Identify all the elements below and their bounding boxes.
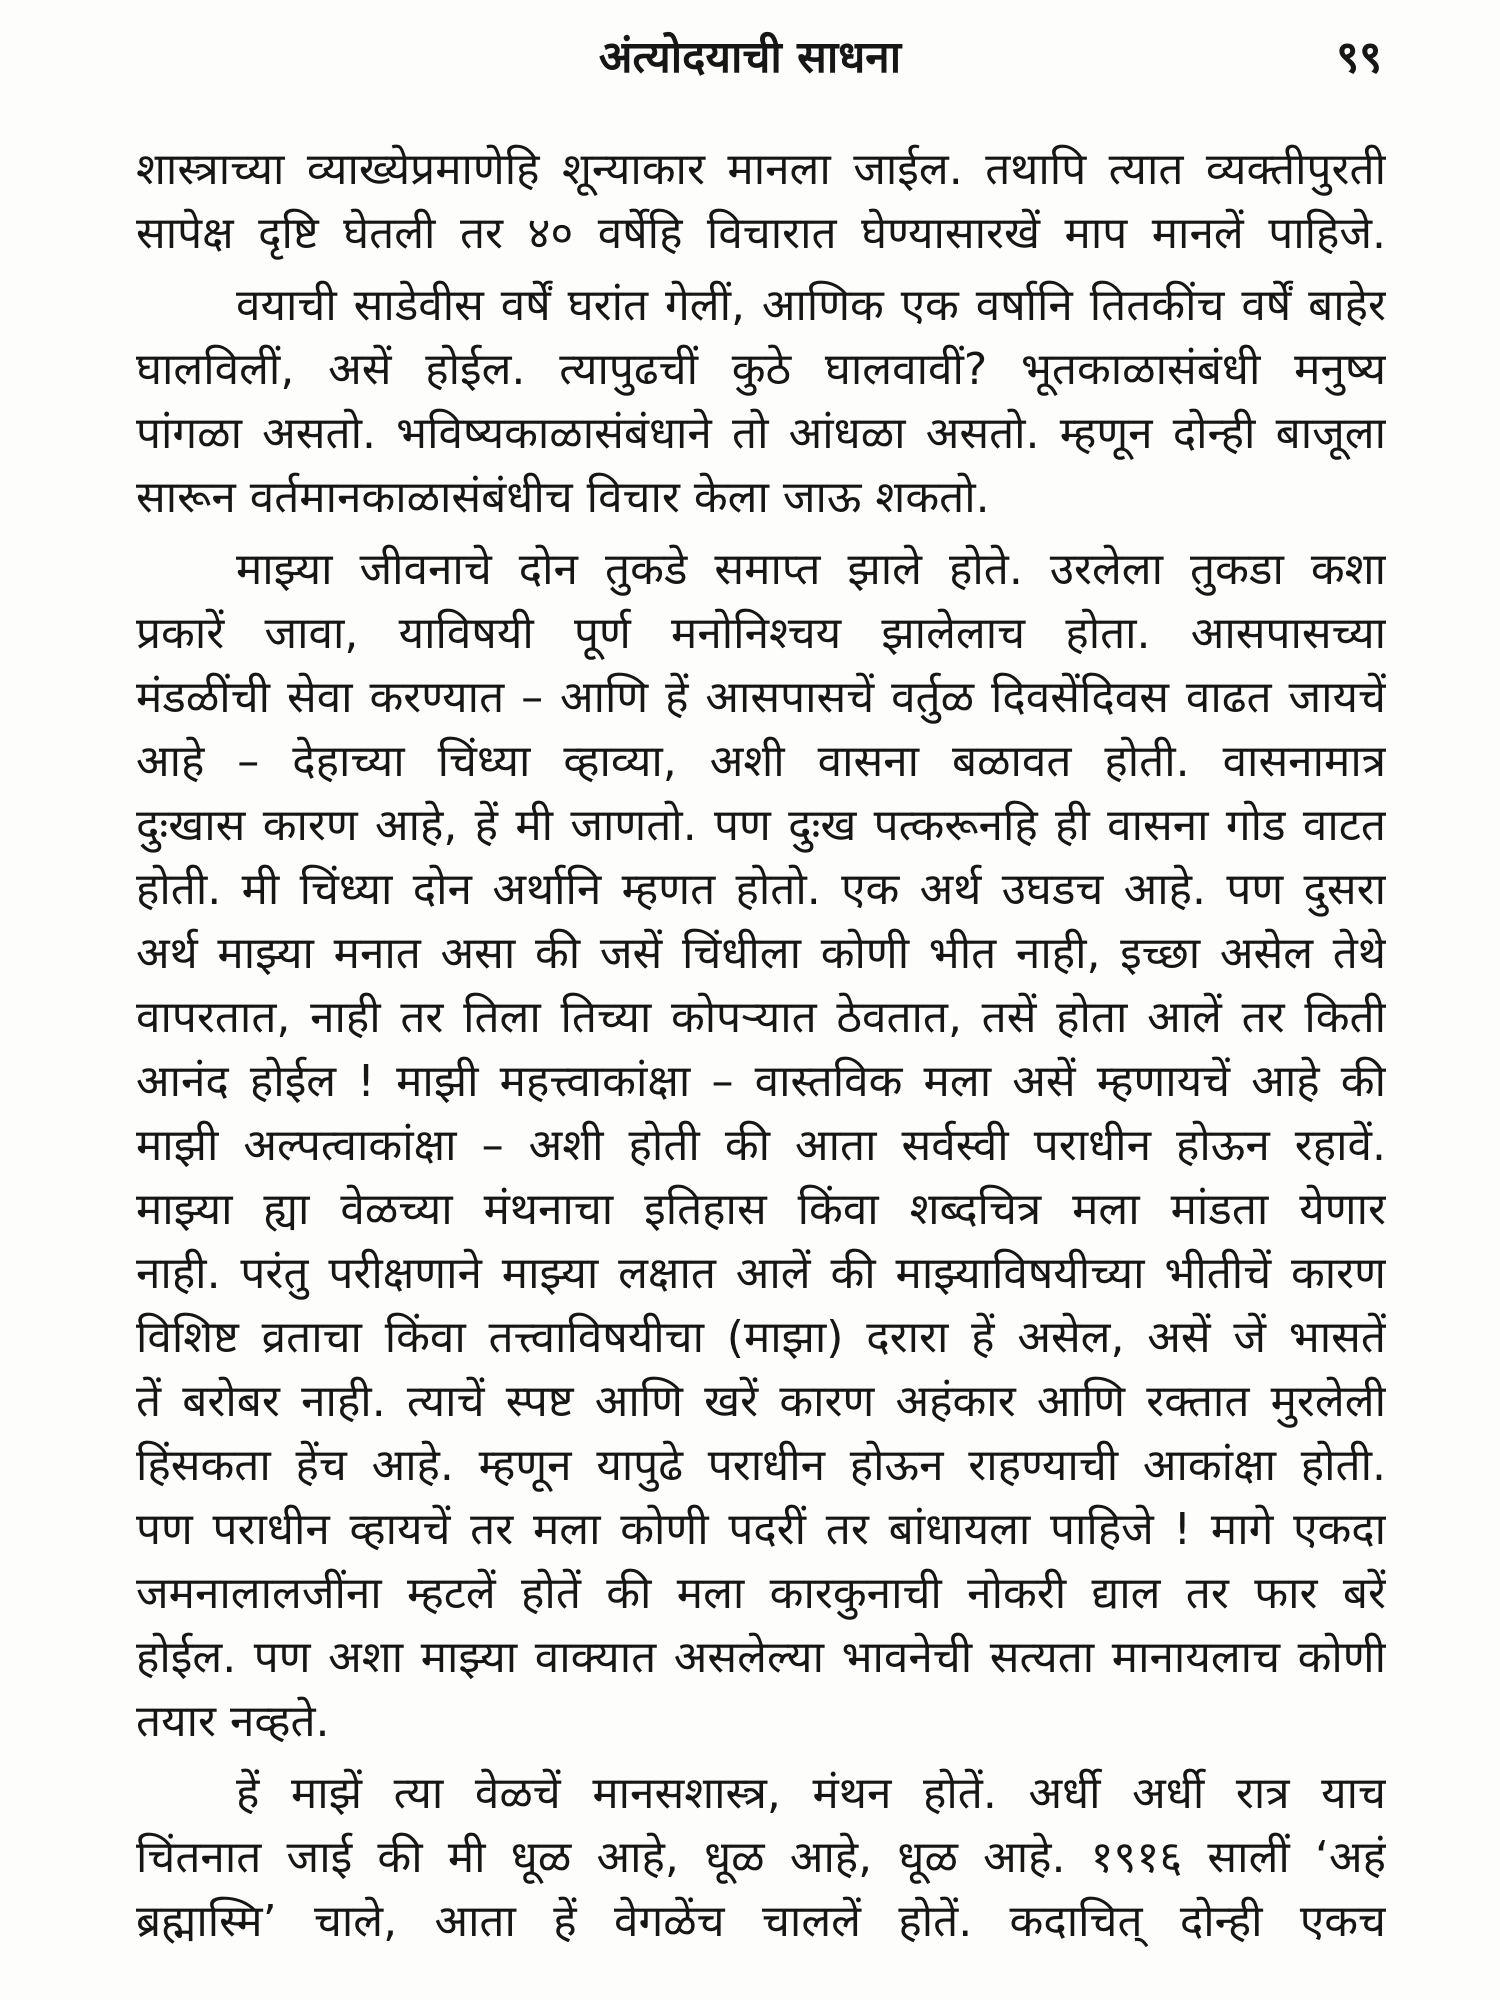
text-line: दुःखास कारण आहे, हें मी जाणतो. पण दुःख पत्करूनहि ही वासना गोड वाटत (136, 800, 1386, 851)
text-line: माझ्या जीवनाचे दोन तुकडे समाप्त झाले होते. उरलेला तुकडा कशा (236, 544, 1386, 595)
text-line: आनंद होईल ! माझी महत्त्वाकांक्षा – वास्तविक मला असें म्हणायचें आहे की (136, 1056, 1386, 1107)
paragraph (136, 138, 1386, 266)
text-line: अर्थ माझ्या मनात असा की जसें चिंधीला कोणी भीत नाही, इच्छा असेल तेथे (136, 928, 1386, 979)
running-head (0, 20, 1500, 96)
text-line: पांगळा असतो. भविष्यकाळासंबंधाने तो आंधळा असतो. म्हणून दोन्ही बाजूला (136, 408, 1386, 459)
text-line: सारून वर्तमानकाळासंबंधीच विचार केला जाऊ शकतो. (136, 472, 990, 523)
text-line: होईल. पण अशा माझ्या वाक्यात असलेल्या भावनेची सत्यता मानायलाच कोणी (136, 1632, 1386, 1683)
paragraph (136, 538, 1386, 1754)
text-line: चिंतनात जाई की मी धूळ आहे, धूळ आहे, धूळ आहे. १९१६ सालीं ‘अहं (136, 1832, 1386, 1883)
text-line: होती. मी चिंध्या दोन अर्थानि म्हणत होतो. एक अर्थ उघडच आहे. पण दुसरा (136, 864, 1386, 915)
text-line: हिंसकता हेंच आहे. म्हणून यापुढे पराधीन होऊन राहण्याची आकांक्षा होती. (136, 1440, 1386, 1491)
paragraph (136, 274, 1386, 530)
text-line: प्रकारें जावा, याविषयी पूर्ण मनोनिश्चय झालेलाच होता. आसपासच्या (136, 608, 1386, 659)
text-line: माझ्या ह्या वेळच्या मंथनाचा इतिहास किंवा शब्दचित्र मला मांडता येणार (136, 1184, 1386, 1235)
text-line: माझी अल्पत्वाकांक्षा – अशी होती की आता सर्वस्वी पराधीन होऊन रहावें. (136, 1120, 1386, 1171)
text-line: मंडळींची सेवा करण्यात – आणि हें आसपासचें वर्तुळ दिवसेंदिवस वाढत जायचें (136, 672, 1386, 723)
text-line: वापरतात, नाही तर तिला तिच्या कोपऱ्यात ठेवतात, तसें होता आलें तर किती (136, 992, 1386, 1043)
text-line: सापेक्ष दृष्टि घेतली तर ४० वर्षेहि विचारात घेण्यासारखें माप मानलें पाहिजे. (136, 208, 1386, 259)
paragraph (136, 1762, 1386, 1954)
text-line: विशिष्ट व्रताचा किंवा तत्त्वाविषयीचा (माझा) दरारा हें असेल, असें जें भासतें (136, 1312, 1386, 1363)
text-line: तयार नव्हते. (136, 1696, 330, 1747)
running-title: अंत्योदयाची साधना (598, 32, 902, 83)
text-line: जमनालालजींना म्हटलें होतें की मला कारकुनाची नोकरी द्याल तर फार बरें (136, 1568, 1386, 1619)
text-line: आहे – देहाच्या चिंध्या व्हाव्या, अशी वासना बळावत होती. वासनामात्र (136, 736, 1386, 787)
text-line: शास्त्राच्या व्याख्येप्रमाणेहि शून्याकार मानला जाईल. तथापि त्यात व्यक्तीपुरती (136, 144, 1386, 195)
text-line: पण पराधीन व्हायचें तर मला कोणी पदरीं तर बांधायला पाहिजे ! मागे एकदा (136, 1504, 1386, 1555)
page-number: ९९ (1336, 32, 1382, 83)
text-line: वयाची साडेवीस वर्षें घरांत गेलीं, आणिक एक वर्षानि तितकींच वर्षें बाहेर (236, 280, 1386, 331)
text-line: ब्रह्मास्मि’ चाले, आता हें वेगळेंच चाललें होतें. कदाचित् दोन्ही एकच (136, 1896, 1386, 1947)
body-text (136, 138, 1386, 1954)
text-line: घालविलीं, असें होईल. त्यापुढचीं कुठे घालवावीं? भूतकाळासंबंधी मनुष्य (136, 344, 1386, 395)
text-line: नाही. परंतु परीक्षणाने माझ्या लक्षात आलें की माझ्याविषयीच्या भीतीचें कारण (136, 1248, 1386, 1299)
text-line: हें माझें त्या वेळचें मानसशास्त्र, मंथन होतें. अर्धी अर्धी रात्र याच (236, 1768, 1386, 1819)
text-line: तें बरोबर नाही. त्याचें स्पष्ट आणि खरें कारण अहंकार आणि रक्तात मुरलेली (136, 1376, 1386, 1427)
